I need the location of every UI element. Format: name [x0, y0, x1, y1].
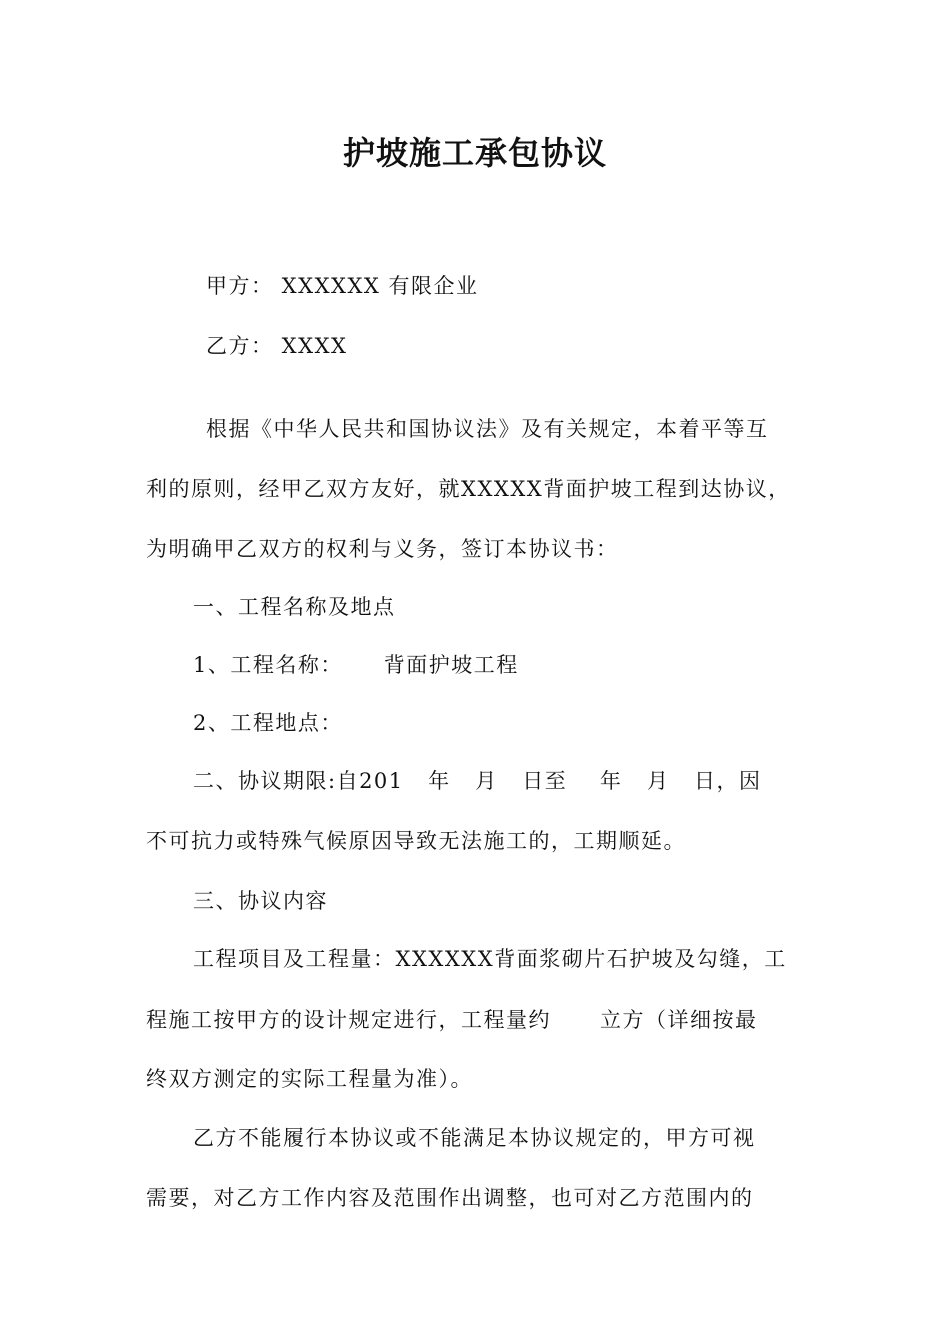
intro-line-2: 利的原则，经甲乙双方友好，就XXXXX背面护坡工程到达协议， [146, 477, 791, 501]
party-a-line: 甲方： XXXXXX 有限企业 [206, 274, 479, 298]
intro-line-1: 根据《中华人民共和国协议法》及有关规定，本着平等互 [206, 417, 769, 441]
project-location-line: 2、工程地点： [193, 711, 343, 735]
section-2-line-1: 二、协议期限:自201 年 月 日至 年 月 日，因 [193, 769, 762, 793]
adjustment-line-1: 乙方不能履行本协议或不能满足本协议规定的，甲方可视 [193, 1126, 756, 1150]
scope-line-1: 工程项目及工程量：XXXXXX背面浆砌片石护坡及勾缝，工 [193, 947, 787, 971]
adjustment-line-2: 需要，对乙方工作内容及范围作出调整，也可对乙方范围内的 [146, 1186, 754, 1210]
scope-line-3: 终双方测定的实际工程量为准）。 [146, 1067, 473, 1091]
section-2-line-2: 不可抗力或特殊气候原因导致无法施工的，工期顺延。 [146, 829, 686, 853]
project-name-line: 1、工程名称： 背面护坡工程 [193, 653, 519, 677]
section-1-heading: 一、工程名称及地点 [193, 595, 396, 619]
document-title: 护坡施工承包协议 [342, 134, 607, 172]
party-b-line: 乙方： XXXX [206, 334, 348, 358]
intro-line-3: 为明确甲乙双方的权利与义务，签订本协议书： [146, 537, 619, 561]
scope-line-2: 程施工按甲方的设计规定进行，工程量约 立方（详细按最 [146, 1008, 758, 1032]
section-3-heading: 三、协议内容 [193, 889, 328, 913]
